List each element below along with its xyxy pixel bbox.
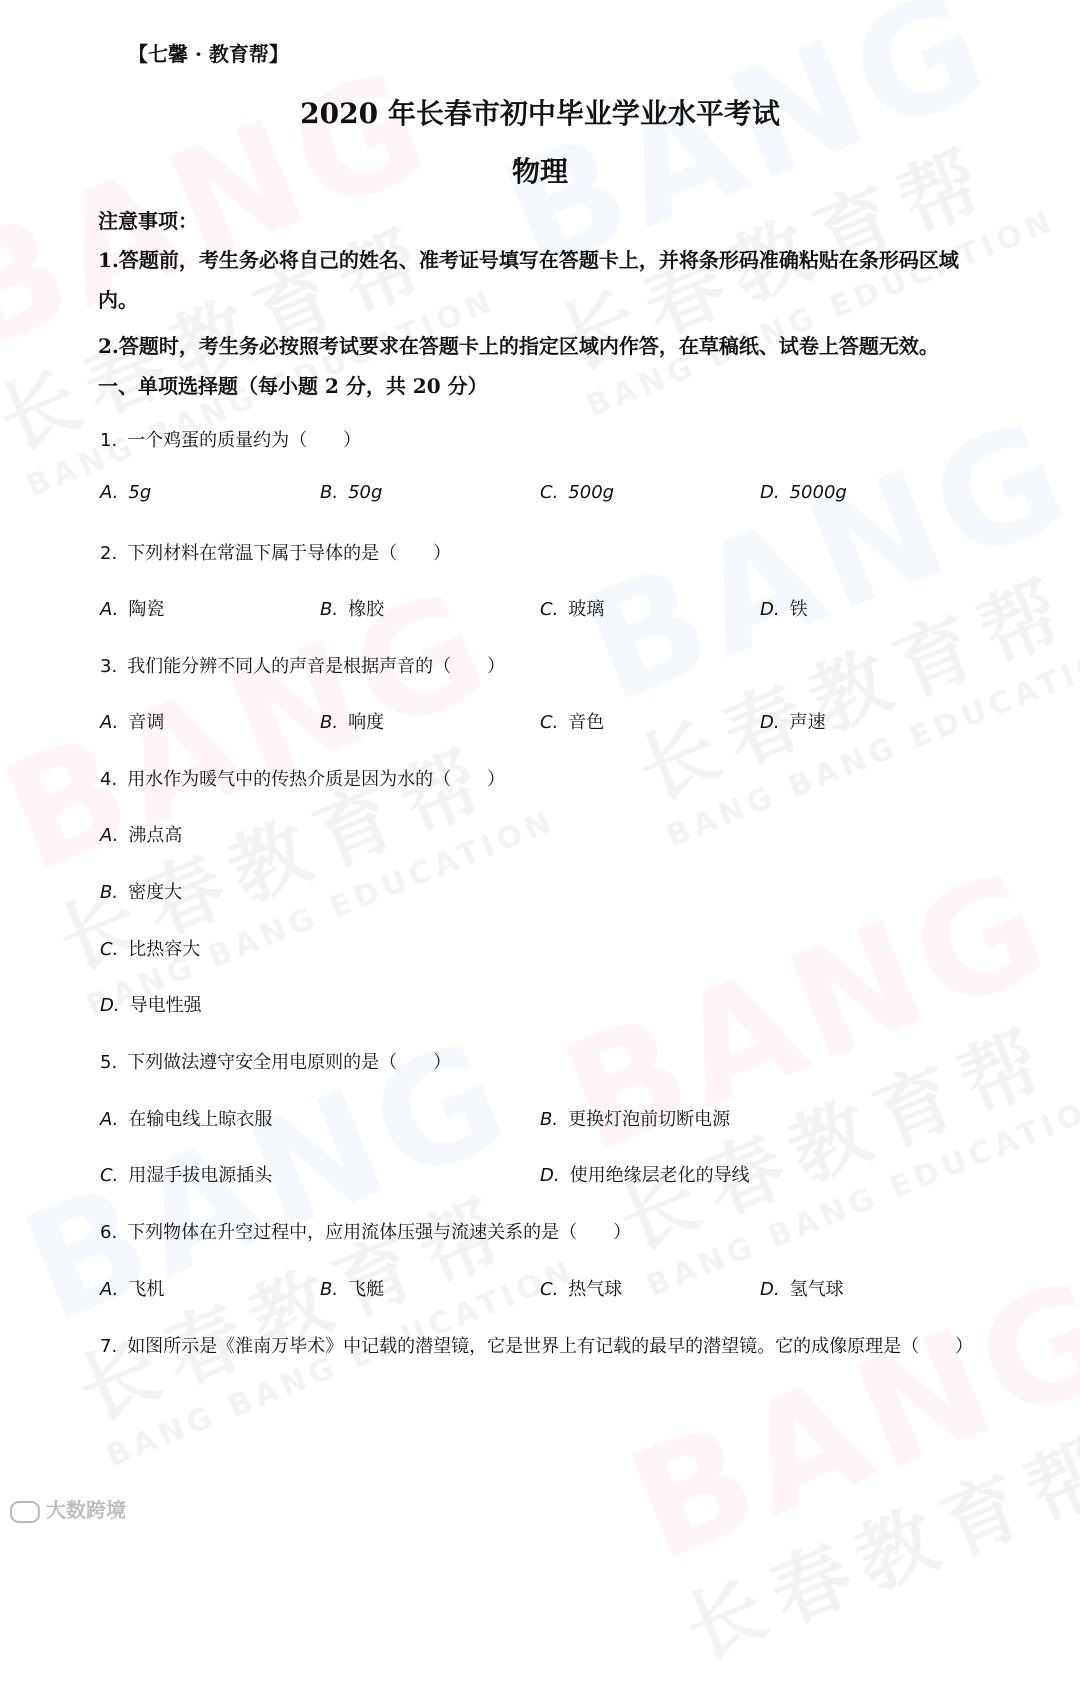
question-5 [100,1048,451,1074]
option-letter: C. [100,1165,119,1186]
option-text: 飞艇 [348,1279,385,1300]
option-letter: D. [760,482,780,503]
source-logo-icon [10,1501,40,1523]
option-letter: B. [100,882,119,903]
notice-item-2: 2.答题时，考生务必按照考试要求在答题卡上的指定区域内作答，在草稿纸、试卷上答题无效。 [98,334,939,358]
option-text: 飞机 [128,1279,165,1300]
option-text: 氢气球 [789,1279,844,1300]
option-a [100,1105,272,1131]
option-text: 陶瓷 [128,599,165,620]
question-1-options [100,482,980,510]
option-text: 玻璃 [568,599,605,620]
question-3 [100,652,505,678]
option-c [540,482,614,503]
option-b [100,878,182,904]
question-5-options-row2 [100,1161,980,1189]
option-c [540,708,604,734]
option-letter: A. [100,1109,119,1130]
option-text: 声速 [789,712,826,733]
option-letter: A. [100,1279,119,1300]
option-a [100,482,151,503]
option-text: 音色 [568,712,605,733]
option-c [540,1275,622,1301]
option-text: 导电性强 [129,995,202,1016]
question-4-option-a [100,821,980,849]
watermark-cn [666,1388,1080,1680]
question-text: 下列材料在常温下属于导体的是（ ） [127,543,452,564]
option-letter: D. [760,712,780,733]
notice-item-1: 1.答题前，考生务必将自己的姓名、准考证号填写在答题卡上，并将条形码准确粘贴在条形码区域内。 [98,248,959,312]
option-b [320,482,382,503]
question-4-option-c [100,935,980,963]
option-letter: B. [320,1279,339,1300]
question-text: 下列物体在升空过程中，应用流体压强与流速关系的是（ ） [127,1222,632,1243]
option-b [320,595,384,621]
option-a [100,821,182,847]
question-5-options-row1 [100,1105,980,1133]
question-number: 2. [100,543,118,564]
option-text: 50g [348,482,383,503]
option-text: 密度大 [128,882,183,903]
option-letter: C. [540,1279,559,1300]
notice-heading: 注意事项： [98,209,198,233]
option-d [760,1275,844,1301]
option-letter: C. [540,482,559,503]
question-4-option-d [100,991,980,1019]
question-number: 1. [100,430,118,451]
option-text: 比热容大 [128,939,201,960]
option-letter: C. [540,599,559,620]
option-letter: D. [760,599,780,620]
question-text: 我们能分辨不同人的声音是根据声音的（ ） [127,656,506,677]
question-4-option-b [100,878,980,906]
option-letter: A. [100,712,119,733]
footer-source [10,1494,126,1523]
question-2-options [100,595,980,623]
question-6-options [100,1275,980,1303]
option-text: 沸点高 [128,825,183,846]
option-letter: A. [100,482,119,503]
option-c [100,935,200,961]
question-text: 如图所示是《淮南万毕术》中记载的潜望镜，它是世界上有记载的最早的潜望镜。它的成像原理是（ ） [127,1336,974,1357]
question-text: 一个鸡蛋的质量约为（ ） [127,430,362,451]
question-7 [100,1332,973,1358]
question-number: 7. [100,1336,118,1357]
option-letter: C. [100,939,119,960]
option-b [320,1275,384,1301]
option-d [760,708,826,734]
option-letter: C. [540,712,559,733]
option-letter: D. [540,1165,560,1186]
option-a [100,1275,164,1301]
option-d [760,595,808,621]
question-2 [100,539,451,565]
option-d [540,1161,750,1187]
option-b [320,708,384,734]
exam-title: 2020 年长春市初中毕业学业水平考试 [300,97,780,130]
option-b [540,1105,730,1131]
question-6 [100,1218,631,1244]
question-1 [100,426,361,452]
question-text: 下列做法遵守安全用电原则的是（ ） [127,1052,452,1073]
option-d [100,991,202,1017]
question-4 [100,765,505,791]
option-letter: B. [320,482,339,503]
option-text: 500g [568,482,615,503]
option-a [100,595,164,621]
option-text: 用湿手拔电源插头 [128,1165,273,1186]
watermark-logo [562,387,1080,737]
question-number: 4. [100,769,118,790]
option-text: 使用绝缘层老化的导线 [569,1165,750,1186]
option-c [100,1161,272,1187]
option-text: 响度 [348,712,385,733]
question-3-options [100,708,980,736]
footer-source-text: 大数跨境 [46,1498,126,1522]
option-c [540,595,604,621]
option-a [100,708,164,734]
option-letter: A. [100,599,119,620]
exam-subject: 物理 [511,155,568,188]
option-text: 热气球 [568,1279,623,1300]
question-number: 5. [100,1052,118,1073]
option-letter: B. [320,712,339,733]
option-letter: A. [100,825,119,846]
watermark [608,1245,1080,1680]
option-text: 音调 [128,712,165,733]
question-number: 6. [100,1222,118,1243]
option-letter: D. [760,1279,780,1300]
question-number: 3. [100,656,118,677]
option-letter: B. [320,599,339,620]
brand-label: 【七馨 · 教育帮】 [128,42,289,66]
option-text: 5g [128,482,152,503]
option-text: 5000g [789,482,847,503]
section-title: 一、单项选择题（每小题 2 分，共 20 分） [98,374,488,398]
option-text: 铁 [789,599,808,620]
question-text: 用水作为暖气中的传热介质是因为水的（ ） [127,769,506,790]
option-letter: D. [100,995,120,1016]
option-text: 橡胶 [348,599,385,620]
watermark-cn [620,530,1080,822]
option-text: 在输电线上晾衣服 [128,1109,273,1130]
option-text: 更换灯泡前切断电源 [568,1109,731,1130]
option-d [760,482,847,503]
option-letter: B. [540,1109,559,1130]
